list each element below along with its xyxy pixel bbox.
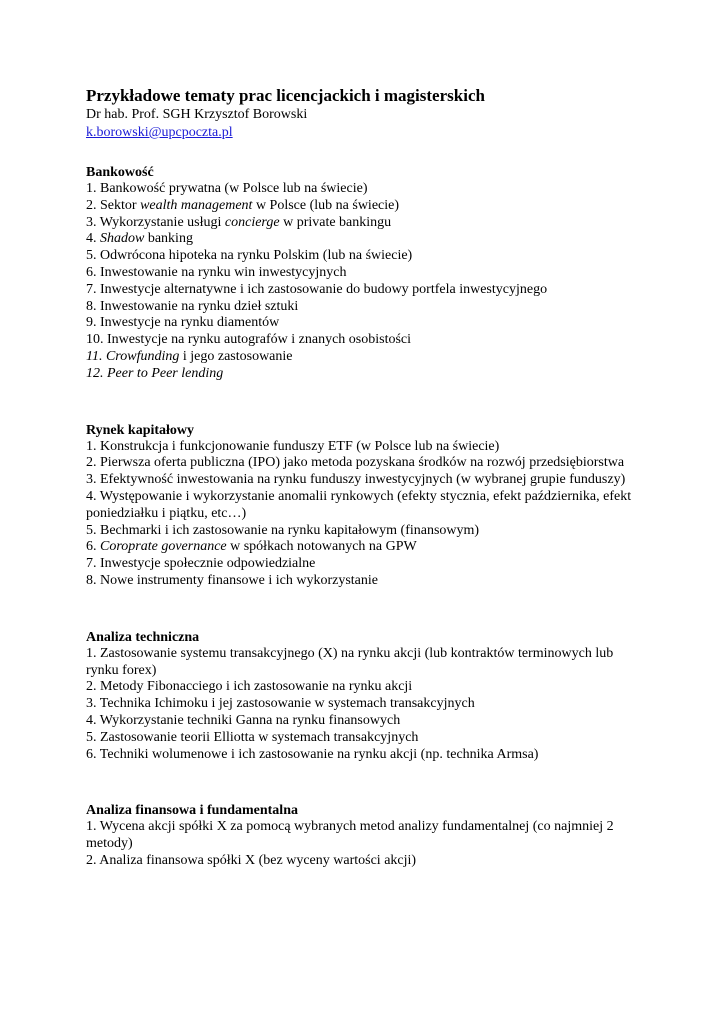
- topic-item: [86, 730, 646, 747]
- topic-text-post: w Polsce (lub na świecie): [252, 197, 400, 213]
- topic-item: [86, 472, 646, 489]
- topic-text-it: Shadow: [100, 231, 145, 247]
- topic-text-pre: 3. Efektywność inwestowania na rynku funduszy inwestycyjnych (w wybranej grupie funduszy): [86, 472, 626, 488]
- sections-container: [86, 164, 646, 870]
- topic-item: [86, 315, 646, 332]
- topic-text-pre: 1. Wycena akcji spółki X za pomocą wybranych metod analizy fundamentalnej (co najmniej 2 metody): [86, 819, 614, 852]
- topic-text-pre: 2. Sektor: [86, 197, 141, 213]
- topic-item: [86, 819, 646, 853]
- topic-item: [86, 556, 646, 573]
- topic-item: [86, 366, 646, 383]
- topic-text-pre: 6. Techniki wolumenowe i ich zastosowanie na rynku akcji (np. technika Armsa): [86, 746, 539, 762]
- topic-text-it: concierge: [224, 214, 280, 230]
- author-line: Dr hab. Prof. SGH Krzysztof Borowski: [86, 107, 308, 122]
- topic-text-pre: 2. Metody Fibonacciego i ich zastosowanie na rynku akcji: [86, 679, 413, 695]
- topic-text-post: w private bankingu: [279, 214, 392, 230]
- topic-text-pre: 8. Nowe instrumenty finansowe i ich wykorzystanie: [86, 572, 378, 588]
- topic-text-pre: 5. Odwrócona hipoteka na rynku Polskim (lub na świecie): [86, 248, 413, 264]
- topic-text-it: 11. Crowfunding: [86, 348, 180, 364]
- topic-list: [86, 819, 646, 869]
- topic-item: [86, 282, 646, 299]
- topic-item: [86, 198, 646, 215]
- topic-item: [86, 265, 646, 282]
- topic-text-post: w spółkach notowanych na GPW: [226, 539, 417, 555]
- topic-list: [86, 646, 646, 764]
- topic-text-pre: 7. Inwestycje społecznie odpowiedzialne: [86, 556, 316, 572]
- topic-text-pre: 1. Bankowość prywatna (w Polsce lub na świecie): [86, 181, 368, 196]
- topic-text-pre: 3. Technika Ichimoku i jej zastosowanie w systemach transakcyjnych: [86, 696, 475, 712]
- section: [86, 629, 646, 764]
- section-title: Analiza techniczna: [86, 629, 200, 645]
- topic-item: [86, 248, 646, 265]
- section-title: Rynek kapitałowy: [86, 422, 195, 438]
- topic-text-pre: 4.: [86, 231, 100, 247]
- topic-text-it: 12. Peer to Peer lending: [86, 365, 224, 381]
- topic-text-pre: 5. Bechmarki i ich zastosowanie na rynku kapitałowym (finansowym): [86, 522, 480, 538]
- topic-list: [86, 439, 646, 590]
- section-title: Bankowość: [86, 165, 154, 180]
- topic-item: [86, 523, 646, 540]
- email-link[interactable]: k.borowski@upcpoczta.pl: [86, 125, 233, 140]
- topic-text-it: Coroprate governance: [100, 539, 227, 555]
- topic-item: [86, 696, 646, 713]
- topic-text-pre: 6. Inwestowanie na rynku win inwestycyjnych: [86, 264, 347, 280]
- topic-item: [86, 679, 646, 696]
- topic-text-pre: 1. Konstrukcja i funkcjonowanie funduszy ETF (w Polsce lub na świecie): [86, 438, 500, 454]
- topic-item: [86, 181, 646, 198]
- topic-text-pre: 1. Zastosowanie systemu transakcyjnego (X) na rynku akcji (lub kontraktów terminowych lub rynku forex): [86, 645, 614, 678]
- topic-item: [86, 646, 646, 680]
- topic-text-pre: 8. Inwestowanie na rynku dzieł sztuki: [86, 298, 299, 314]
- topic-item: [86, 573, 646, 590]
- topic-item: [86, 349, 646, 366]
- topic-text-pre: 6.: [86, 539, 100, 555]
- topic-text-pre: 10. Inwestycje na rynku autografów i znanych osobistości: [86, 332, 412, 348]
- topic-item: [86, 439, 646, 456]
- section: [86, 164, 646, 383]
- topic-item: [86, 713, 646, 730]
- topic-item: [86, 215, 646, 232]
- topic-item: [86, 853, 646, 870]
- topic-item: [86, 455, 646, 472]
- topic-text-post: i jego zastosowanie: [179, 348, 293, 364]
- topic-item: [86, 489, 646, 523]
- section: [86, 422, 646, 590]
- document-page: [86, 86, 646, 870]
- topic-item: [86, 539, 646, 556]
- topic-text-pre: 5. Zastosowanie teorii Elliotta w systemach transakcyjnych: [86, 729, 419, 745]
- topic-text-pre: 4. Występowanie i wykorzystanie anomalii rynkowych (efekty stycznia, efekt października, efekt poniedziałku i piątku, etc…): [86, 488, 632, 521]
- topic-text-pre: 2. Pierwsza oferta publiczna (IPO) jako metoda pozyskana środków na rozwój przedsiębiorstwa: [86, 455, 625, 471]
- topic-text-it: wealth management: [140, 197, 253, 213]
- topic-text-pre: 2. Analiza finansowa spółki X (bez wyceny wartości akcji): [86, 852, 417, 868]
- topic-item: [86, 299, 646, 316]
- topic-text-pre: 4. Wykorzystanie techniki Ganna na rynku finansowych: [86, 712, 401, 728]
- section-title: Analiza finansowa i fundamentalna: [86, 803, 298, 819]
- topic-text-post: banking: [144, 231, 193, 247]
- topic-item: [86, 332, 646, 349]
- section: [86, 802, 646, 869]
- topic-text-pre: 9. Inwestycje na rynku diamentów: [86, 315, 280, 331]
- topic-text-pre: 7. Inwestycje alternatywne i ich zastosowanie do budowy portfela inwestycyjnego: [86, 281, 548, 297]
- topic-item: [86, 231, 646, 248]
- topic-list: [86, 181, 646, 383]
- document-title: Przykładowe tematy prac licencjackich i magisterskich: [86, 86, 485, 105]
- topic-text-pre: 3. Wykorzystanie usługi: [86, 214, 225, 230]
- topic-item: [86, 747, 646, 764]
